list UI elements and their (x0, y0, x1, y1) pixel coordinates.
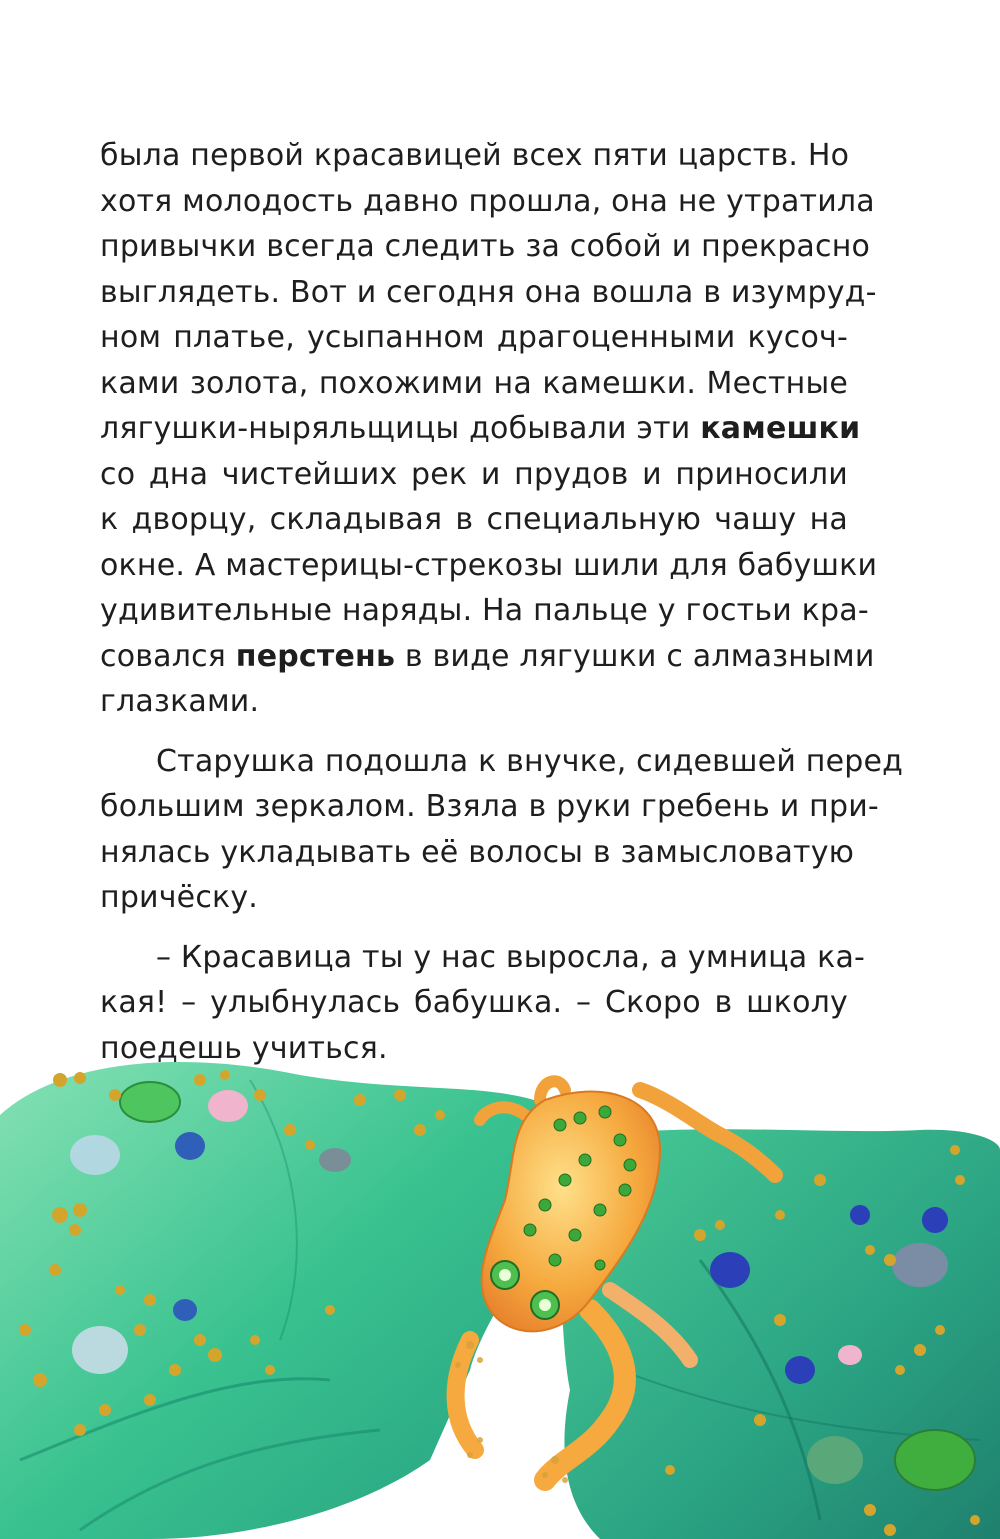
text-line: привычки всегда следить за собой и прекрасно (100, 229, 871, 264)
bold-word-kameshki: камешки (700, 411, 861, 446)
text-line: ками золота, похожими на камешки. Местные (100, 365, 848, 401)
text-line: выглядеть. Вот и сегодня она вошла в изумруд- (100, 274, 877, 310)
text-line: к дворцу, складывая в специальную чашу на (100, 502, 848, 537)
text-line: глазками. (100, 684, 260, 719)
frog-ring-on-emerald-dress-icon (0, 1040, 1000, 1539)
text-line: поедешь учиться. (100, 1030, 388, 1066)
text-line: Старушка подошла к внучке, сидевшей перед (156, 743, 904, 779)
text-line: ном платье, усыпанном драгоценными кусоч- (100, 320, 848, 355)
text-line: нялась укладывать её волосы в замысловатую (100, 834, 855, 870)
text-line: совался перстень в виде лягушки с алмазными (100, 638, 875, 674)
text-line: была первой красавицей всех пяти царств. Но (100, 138, 850, 173)
text-line: удивительные наряды. На пальце у гостьи кра- (100, 593, 869, 628)
text-line: большим зеркалом. Взяла в руки гребень и при- (100, 789, 879, 824)
text-line: хотя молодость давно прошла, она не утратила (100, 183, 875, 219)
left-fabric (0, 1062, 560, 1539)
text-line: со дна чистейших рек и прудов и приносили (100, 456, 848, 492)
text-line: лягушки-ныряльщицы добывали эти камешки (100, 411, 861, 446)
text-line: – Красавица ты у нас выросла, а умница ка- (156, 939, 866, 975)
bold-word-persten: перстень (235, 638, 396, 674)
text-line: окне. А мастерицы-стрекозы шили для бабушки (100, 547, 878, 583)
text-line: причёску. (100, 880, 259, 915)
body-text (100, 133, 904, 1071)
text-line: кая! – улыбнулась бабушка. – Скоро в школу (100, 985, 848, 1020)
